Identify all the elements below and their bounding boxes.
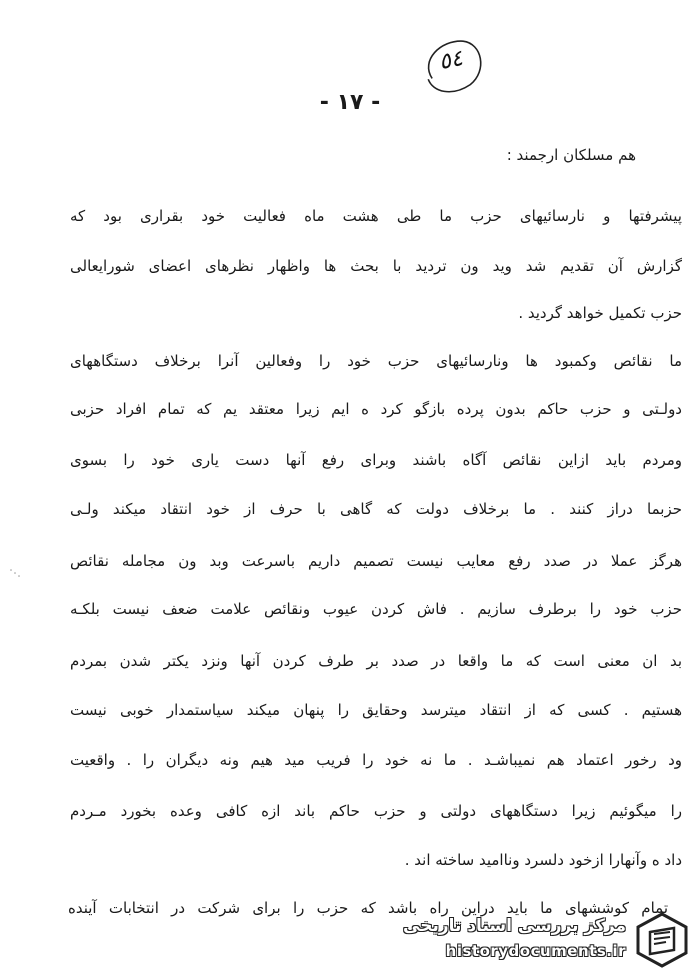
page-stamp: [410, 27, 494, 105]
stamp-number: ٥٤: [436, 45, 466, 76]
body-line: ومردم باید ازاین نقائص آگاه باشند وبرای رفع آنها دست یاری خود را بسوی: [70, 451, 682, 469]
body-line: ود رخور اعتماد هم نمیباشـد . ما نه خود را فریب مید هیم ونه دیگران را . واقعیت: [70, 751, 682, 769]
body-line: گزارش آن تقدیم شد وید ون تردید با بحث ها واظهار نظرهای اعضای شورایعالی: [70, 257, 682, 275]
body-line: دولـتی و حزب حاکم بدون پرده بازگو کرد ه ایم زیرا معتقد یم که تمام افراد حزبی: [70, 400, 682, 418]
body-line: را میگوئیم زیرا دستگاههای دولتی و حزب حاکم باند ازه کافی وعده بخورد مـردم: [70, 802, 682, 820]
body-line: حزب تکمیل خواهد گردید .: [518, 304, 682, 322]
body-line: تمام کوششهای ما باید دراین راه باشد که حزب را برای شرکت در انتخابات آینده: [68, 899, 668, 917]
page-number: - ١٧ -: [319, 90, 381, 115]
greeting-line: هم مسلکان ارجمند :: [506, 146, 636, 164]
watermark-url: historydocuments.ir: [445, 942, 626, 960]
body-line: حزبما دراز کنند . ما برخلاف دولت که گاهی با حرف از خود انتقاد میکند ولـی: [70, 500, 682, 518]
body-line: پیشرفتها و نارسائیهای حزب ما طی هشت ماه فعالیت خود بقراری بود که: [70, 207, 682, 225]
archive-watermark: [400, 912, 690, 968]
body-line: هرگز عملا در صدد رفع معایب نیست تصمیم داریم باسرعت وبد ون مجامله نقائص: [70, 552, 682, 570]
body-line: هستیم . کسی که از انتقاد میترسد وحقایق را پنهان میکند سیاستمدار خوبی نیست: [70, 701, 682, 719]
margin-dots-icon: [8, 566, 22, 580]
archive-logo-icon: [634, 912, 690, 968]
watermark-title: مرکز بررسی اسناد تاریخی: [403, 916, 626, 936]
body-line: بد ان معنی است که ما واقعا در صدد بر طرف کردن آنها ونزد یکتر شدن بمردم: [70, 652, 682, 670]
body-line: ما نقائص وکمبود ها ونارسائیهای حزب خود را وفعالین آنرا برخلاف دستگاههای: [70, 352, 682, 370]
body-line: داد ه وآنهارا ازخود دلسرد وناامید ساخته اند .: [404, 851, 682, 869]
margin-mark: [8, 566, 22, 580]
body-line: حزب خود را برطرف سازیم . فاش کردن عیوب ونقائص علامت ضعف نیست بلکـه: [70, 600, 682, 618]
